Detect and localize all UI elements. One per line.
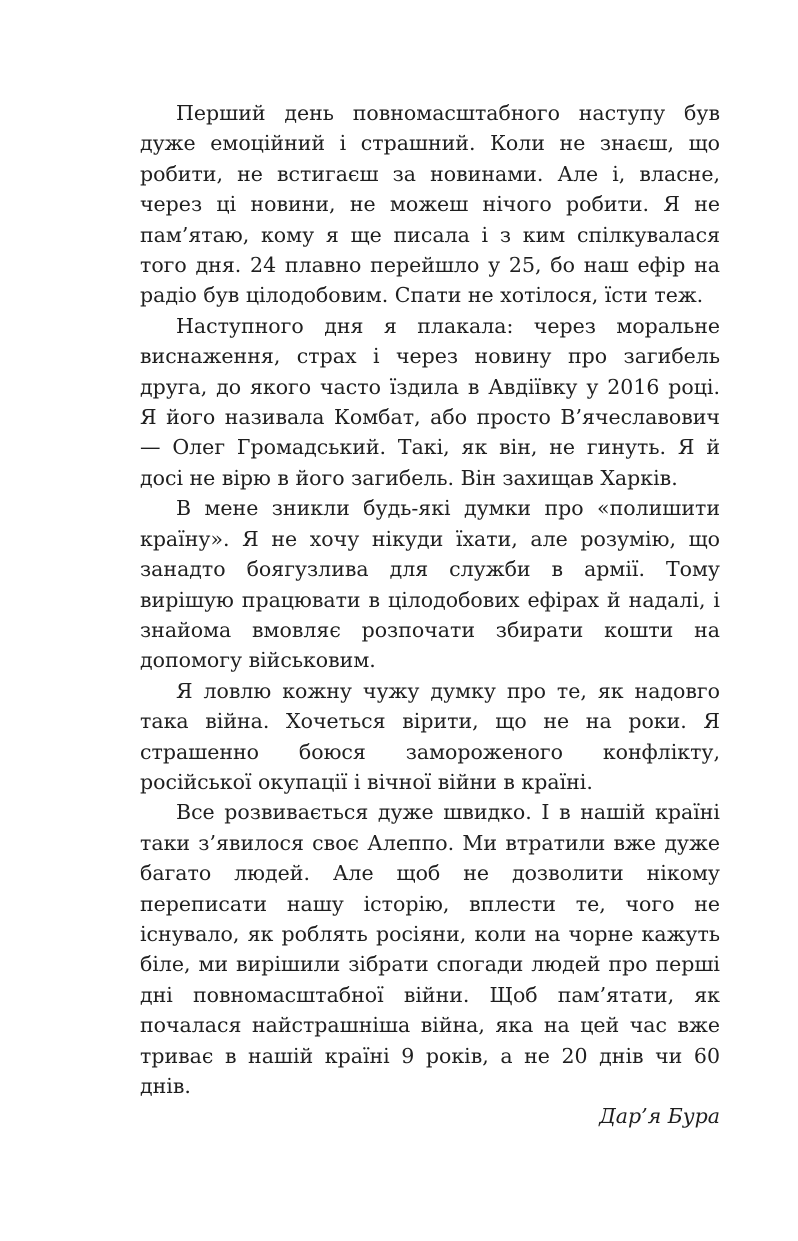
author-signature: Дар’я Бура bbox=[599, 1104, 720, 1129]
paragraph-3: В мене зникли будь-які думки про «полишити країну». Я не хочу нікуди їхати, але розумію, що занадто боягузлива для служби в армії. Тому вирішую працювати в цілодобових ефірах й надалі, і знайома вмовляє розпочати збирати кошти на допомогу військовим. bbox=[140, 496, 720, 673]
book-page bbox=[140, 98, 720, 1132]
paragraph-5: Все розвивається дуже швидко. І в нашій країні таки з’явилося своє Алеппо. Ми втратили вже дуже багато людей. Але щоб не дозволити нікому переписати нашу історію, вплести те, чого не існувало, як роблять росіяни, коли на чорне кажуть біле, ми вирішили зібрати спогади людей про перші дні повномасштабної війни. Щоб пам’ятати, як почалася найстрашніша війна, яка на цей час вже триває в нашій країні 9 років, а не 20 днів чи 60 днів. bbox=[140, 800, 720, 1098]
paragraph-2: Наступного дня я плакала: через моральне виснаження, страх і через новину про загибель друга, до якого часто їздила в Авдіївку у 2016 році. Я його називала Комбат, або просто В’ячеславович — Олег Громадський. Такі, як він, не гинуть. Я й досі не вірю в його загибель. Він захищав Харків. bbox=[140, 313, 720, 490]
paragraph-1: Перший день повномасштабного наступу був дуже емоційний і страшний. Коли не знаєш, що робити, не встигаєш за новинами. Але і, власне, через ці новини, не можеш нічого робити. Я не пам’ятаю, кому я ще писала і з ким спілкувалася того дня. 24 плавно перейшло у 25, бо наш ефір на радіо був цілодобовим. Спати не хотілося, їсти теж. bbox=[140, 101, 720, 308]
paragraph-4: Я ловлю кожну чужу думку про те, як надовго така війна. Хочеться вірити, що не на роки. Я страшенно боюся замороженого конфлікту, російської окупації і вічної війни в країні. bbox=[140, 678, 720, 794]
